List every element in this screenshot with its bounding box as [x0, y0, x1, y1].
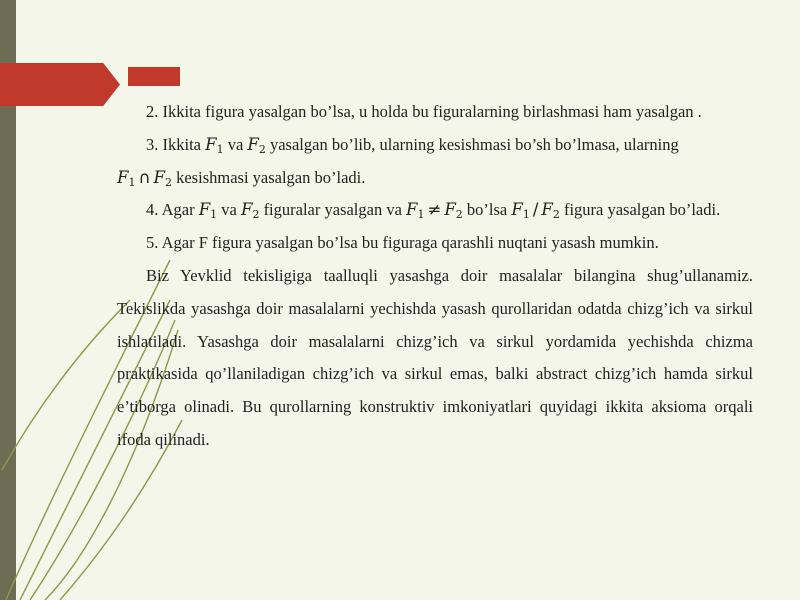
item-5-text: 5. Agar F figura yasalgan bo’lsa bu figuraga qarashli nuqtani yasash mumkin.: [146, 233, 659, 253]
item-3-prefix: 3. Ikkita: [146, 134, 201, 154]
item-3-f2-intersect: $F_2$: [153, 167, 172, 189]
item-4-f2-neq: $F_2$: [444, 200, 463, 222]
item-5: [117, 227, 753, 260]
difference-symbol: /: [532, 200, 539, 220]
item-2-text: 2. Ikkita figura yasalgan bo’lsa, u holda bu figuralarning birlashmasi ham yasalgan .: [146, 102, 702, 121]
item-3-middle: yasalgan bo’lib, ularning kesishmasi bo’sh bo’lmasa, ularning: [269, 134, 679, 154]
item-4-va: va: [221, 200, 237, 220]
item-4: [117, 194, 753, 227]
item-4-middle: figuralar yasalgan va: [263, 200, 402, 220]
intersection-symbol: ∩: [138, 167, 151, 187]
not-equal-symbol: ≠: [427, 200, 442, 220]
paragraph-1: [117, 260, 753, 457]
item-3: [117, 129, 753, 195]
paragraph-1-text: Biz Yevklid tekisligiga taalluqli yasashga doir masalalar bilangina shug’ullanamiz. Tekislikda yasashga doir masalalarni yechishda yasash qurollaridan odatda chizg’ich va sirkul ishlatiladi. Yasashga doir masalalarni chizg’ich va sirkul yordamida yechishda chizma praktikasida qo’llaniladigan chizg’ich va sirkul emas, balki abstract chizg’ich hamda sirkul e’tiborga olinadi. Bu qurollarning konstruktiv imkoniyatlari quyidagi ikkita aksioma orqali ifoda qilinadi.: [117, 265, 753, 449]
slide-content: [117, 96, 753, 457]
item-3-suffix: kesishmasi yasalgan bo’ladi.: [176, 167, 366, 187]
item-4-bolsa: bo’lsa: [466, 200, 508, 220]
red-arrow-decoration: [0, 63, 120, 106]
item-3-f1: $F_1$: [205, 134, 224, 156]
item-3-f1-intersect: $F_1$: [117, 167, 136, 189]
item-4-f1-neq: $F_1$: [406, 200, 425, 222]
item-3-va: va: [227, 134, 244, 154]
item-4-f2-diff: $F_2$: [541, 200, 560, 222]
red-square-decoration: [128, 67, 180, 86]
item-3-f2: $F_2$: [247, 134, 266, 156]
item-2: [117, 96, 753, 129]
item-4-suffix: figura yasalgan bo’ladi.: [563, 200, 721, 220]
item-4-prefix: 4. Agar: [146, 200, 195, 220]
item-4-f1: $F_1$: [198, 200, 218, 222]
item-4-f2: $F_2$: [240, 200, 260, 222]
item-4-f1-diff: $F_1$: [511, 200, 530, 222]
